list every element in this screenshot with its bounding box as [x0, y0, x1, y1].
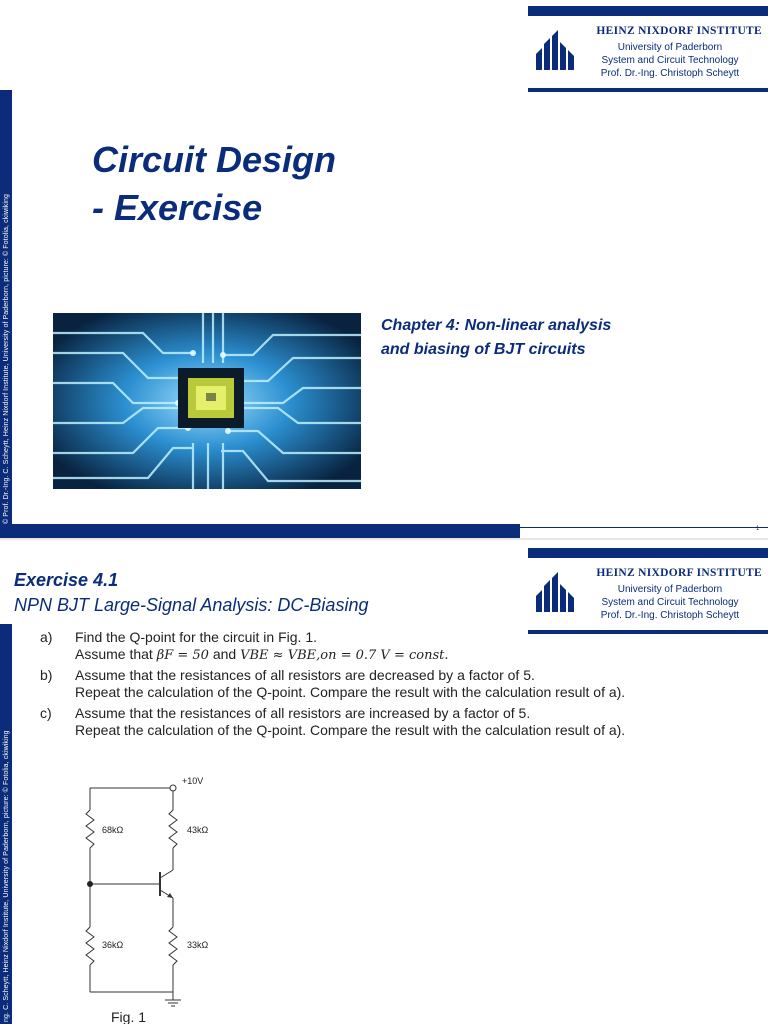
institute-header [528, 6, 768, 96]
bjt-circuit-diagram [60, 772, 260, 1012]
chapter-heading [381, 314, 741, 362]
footer-rule [520, 527, 768, 528]
institute-line-3: Prof. Dr.-Ing. Christoph Scheytt [600, 68, 740, 79]
question-c-label: c) [40, 705, 52, 721]
header-bottom-bar [528, 88, 768, 92]
resistor-r2 [169, 810, 177, 848]
institute-name: HEINZ NIXDORF INSTITUTE [596, 567, 762, 579]
question-c-line-1: Assume that the resistances of all resistors are increased by a factor of 5. [75, 705, 531, 721]
slide-title-line-2: - Exercise [92, 187, 263, 228]
question-b-line-2: Repeat the calculation of the Q-point. Compare the result with the calculation result of a). [75, 684, 626, 700]
copyright-credit: ng. C. Scheytt, Heinz Nixdorf Institute, University of Paderborn, picture: © Fotolia, ckiwiking [3, 730, 10, 1022]
exercise-subtitle: NPN BJT Large-Signal Analysis: DC-Biasing [14, 595, 369, 615]
figure-caption: Fig. 1 [111, 1009, 147, 1024]
supply-label: +10V [182, 776, 204, 786]
institute-name: HEINZ NIXDORF INSTITUTE [596, 25, 762, 37]
r2-label: 43kΩ [187, 825, 209, 835]
base-node-dot [87, 881, 93, 887]
question-a-line-2 [75, 646, 448, 663]
question-a-label: a) [40, 629, 53, 645]
slide-title-line-1: Circuit Design [92, 139, 337, 180]
r1-label: 68kΩ [102, 825, 124, 835]
resistor-r1 [86, 810, 94, 848]
institute-line-2: System and Circuit Technology [601, 597, 739, 608]
question-b-line-1: Assume that the resistances of all resistors are decreased by a factor of 5. [75, 667, 535, 683]
vbe-formula: VBE ≈ VBE,on = 0.7 V = const. [240, 648, 449, 663]
copyright-credit: © Prof. Dr.-Ing. C. Scheytt, Heinz Nixdorf Institute, University of Paderborn, picture: © Fotolia, ckiwiking [3, 193, 10, 524]
institute-line-2: System and Circuit Technology [601, 55, 739, 66]
exercise-slide [0, 540, 768, 1024]
page-number: 1 [756, 526, 760, 532]
question-a-line-1: Find the Q-point for the circuit in Fig. 1. [75, 629, 317, 645]
resistor-r3 [86, 927, 94, 965]
footer-bar [0, 524, 520, 538]
question-a-prefix: Assume that [75, 646, 153, 662]
institute-header [528, 548, 768, 638]
emitter-arrow [167, 893, 173, 898]
question-b-label: b) [40, 667, 53, 683]
institute-line-1: University of Paderborn [617, 584, 723, 595]
chapter-line-2: and biasing of BJT circuits [381, 341, 586, 358]
chapter-line-1: Chapter 4: Non-linear analysis [381, 317, 612, 334]
question-a-and: and [212, 646, 237, 662]
r3-label: 36kΩ [102, 940, 124, 950]
exercise-title: Exercise 4.1 [14, 570, 119, 590]
question-c-line-2: Repeat the calculation of the Q-point. Compare the result with the calculation result of a). [75, 722, 626, 738]
header-top-bar [528, 6, 768, 16]
resistor-r4 [169, 927, 177, 965]
institute-line-3: Prof. Dr.-Ing. Christoph Scheytt [600, 610, 740, 621]
r4-label: 33kΩ [187, 940, 209, 950]
header-bottom-bar [528, 630, 768, 634]
header-top-bar [528, 548, 768, 558]
institute-line-1: University of Paderborn [617, 42, 723, 53]
circuit-board-photo [53, 313, 361, 489]
supply-terminal [170, 785, 176, 791]
beta-formula: βF = 50 [156, 648, 209, 663]
